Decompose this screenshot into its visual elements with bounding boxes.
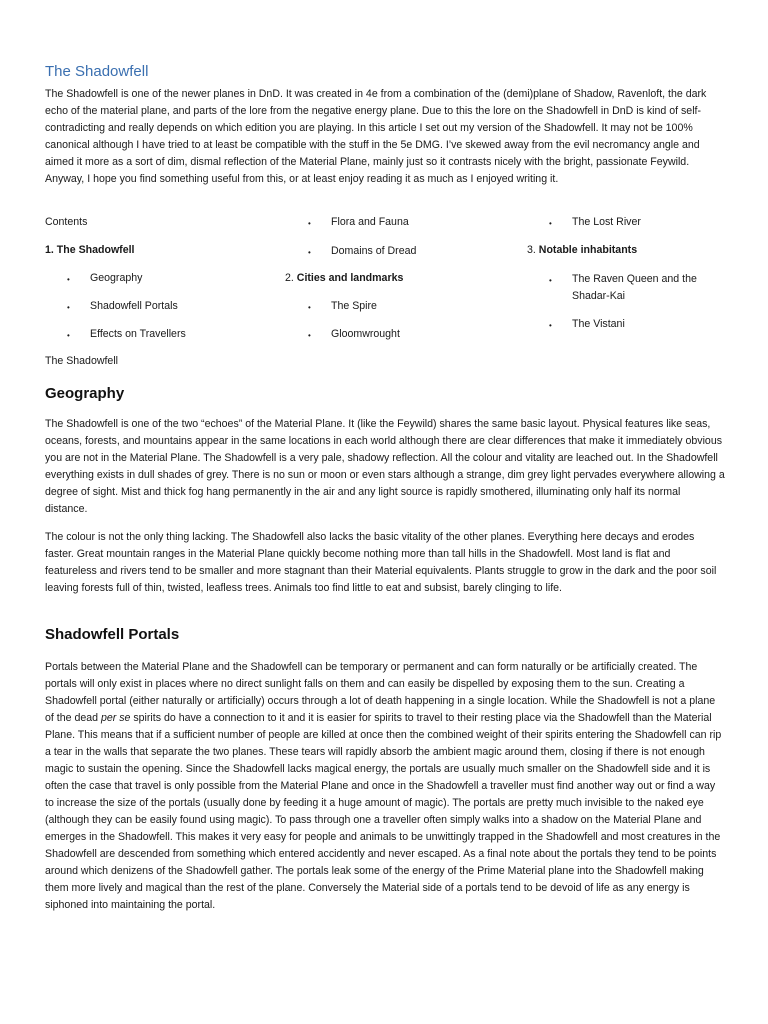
toc-section-2-label: Cities and landmarks: [296, 272, 404, 284]
toc-item-raven-queen-line1[interactable]: The Raven Queen and the: [572, 273, 697, 285]
bullet-icon: •: [308, 331, 311, 340]
bullet-icon: •: [67, 303, 70, 312]
toc-item-effects-on-travellers[interactable]: Effects on Travellers: [90, 328, 186, 340]
portals-emphasis: per se: [100, 712, 131, 724]
portals-text-a: Portals between the Material Plane and the Shadowfell can be temporary or permanent and can form naturally or be artificially created. The portals will only exist in places where no direct sunlight falls on them and can easily be dispelled by exposing them to the sun. Creating a Shadowfell portal (either naturally or artificially) occurs through a lot of death happening in a single location. While the Shadowfell is not a plane of the dead: [45, 661, 716, 724]
page-title: The Shadowfell: [45, 63, 149, 80]
toc-section-1-label: The Shadowfell: [56, 244, 135, 256]
bullet-icon: •: [308, 303, 311, 312]
toc-item-the-vistani[interactable]: The Vistani: [572, 318, 625, 330]
toc-contents-label: Contents: [45, 216, 88, 228]
toc-section-2-number: 2.: [285, 272, 294, 284]
toc-item-raven-queen-line2[interactable]: Shadar-Kai: [572, 290, 625, 302]
toc-section-3-label: Notable inhabitants: [538, 244, 638, 256]
bullet-icon: •: [67, 275, 70, 284]
portals-text-b: spirits do have a connection to it and it is easier for spirits to travel to their resting place via the Shadowfell than the Material Plane. This means that if a sufficient number of people are killed at once then the combined weight of their spirits entering the Shadowfell can rip a tear in the walls that separate the two planes. These tears will rapidly absorb the ambient magic around them, closing if there is not enough magic to sustain the opening. Since the Shadowfell lacks magical energy, the portals are usually much smaller on the Shadowfell side and it is often the case that travel is only possible from the Material Plane and once in the Shadowfell a traveller must find another way out or find a way to increase the size of the portals (usually done by feeding it a huge amount of magic). The portals are pretty much invisible to the naked eye (although they can be easily found using magic). To pass through one a traveller often simply walks into a shadow on the Material Plane and emerges in the Shadowfell. This makes it very easy for people and animals to be unwittingly trapped in the Shadowfell and most creatures in the Shadowfell are descended from something which entered accidently and never escaped. As a final note about the portals they tend to be points around which denizens of the Shadowfell gather. The portals leak some of the energy of the Prime Material plane into the Shadowfell making them more lively and magical than the rest of the plane. Conversely the Material side of a portals tend to be devoid of life as any energy is siphoned into maintaining the portal.: [45, 712, 722, 911]
section-label-shadowfell: The Shadowfell: [45, 355, 119, 367]
toc-section-1-number: 1.: [45, 244, 54, 256]
toc-item-the-lost-river[interactable]: The Lost River: [572, 216, 641, 228]
bullet-icon: •: [549, 219, 552, 228]
heading-shadowfell-portals: Shadowfell Portals: [45, 626, 180, 643]
table-of-contents: [45, 214, 725, 374]
heading-geography: Geography: [45, 385, 125, 402]
toc-item-gloomwrought[interactable]: Gloomwrought: [331, 328, 400, 340]
toc-item-flora-and-fauna[interactable]: Flora and Fauna: [331, 216, 409, 228]
toc-section-1[interactable]: [45, 244, 135, 256]
bullet-icon: •: [308, 248, 311, 257]
toc-item-the-spire[interactable]: The Spire: [331, 300, 377, 312]
toc-item-domains-of-dread[interactable]: Domains of Dread: [331, 245, 417, 257]
toc-section-3-number: 3.: [527, 244, 536, 256]
toc-item-geography[interactable]: Geography: [90, 272, 143, 284]
geography-paragraph-2: The colour is not the only thing lacking. The Shadowfell also lacks the basic vitality of the other planes. Everything here decays and erodes faster. Great mountain ranges in the Material Plane quickly become nothing more than tall hills in the Shadowfell. Most land is flat and featureless and rivers tend to be smaller and more stagnant than their Material equivalents. Plants struggle to grow in the dark and the poor soil leaving forests full of thin, twisted, leafless trees. Animals too find little to eat and subsist, barely clinging to life.: [45, 531, 717, 594]
geography-paragraph-1: The Shadowfell is one of the two “echoes” of the Material Plane. It (like the Feywild) shares the same basic layout. Physical features like seas, oceans, forests, and mountains appear in the same locations in each world although there are clear differences that make it immediately obvious you are not in the Material Plane. The Shadowfell is a very pale, shadowy reflection. All the colour and vitality are leached out. In the Shadowfell everything exists in dull shades of grey. There is no sun or moon or even stars although a strange, dim grey light pervades everywhere allowing a degree of sight. Mist and thick fog hang permanently in the air and any light source is rapidly smothered, illuminating only half its normal distance.: [45, 418, 725, 515]
intro-paragraph: The Shadowfell is one of the newer planes in DnD. It was created in 4e from a combination of the (demi)plane of Shadow, Ravenloft, the dark echo of the material plane, and parts of the lore from the negative energy plane. Due to this the lore on the Shadowfell in DnD is kind of self-contradicting and really depends on which edition you are playing. In this article I set out my version of the Shadowfell. It may not be 100% canonical although I have tried to at least be compatible with the stuff in the 5e DMG. I’ve skewed away from the evil necromancy angle and aimed it more as a sort of dim, dismal reflection of the Material Plane, mainly just so it contrasts nicely with the bright, passionate Feywild. Anyway, I hope you find something useful from this, or at least enjoy reading it as much as I enjoyed writing it.: [45, 88, 707, 185]
bullet-icon: •: [549, 276, 552, 285]
bullet-icon: •: [549, 321, 552, 330]
toc-section-3[interactable]: [527, 244, 637, 256]
toc-item-shadowfell-portals[interactable]: Shadowfell Portals: [90, 300, 178, 312]
bullet-icon: •: [67, 331, 70, 340]
portals-paragraph: [45, 659, 725, 914]
toc-section-2[interactable]: [285, 272, 403, 284]
bullet-icon: •: [308, 219, 311, 228]
